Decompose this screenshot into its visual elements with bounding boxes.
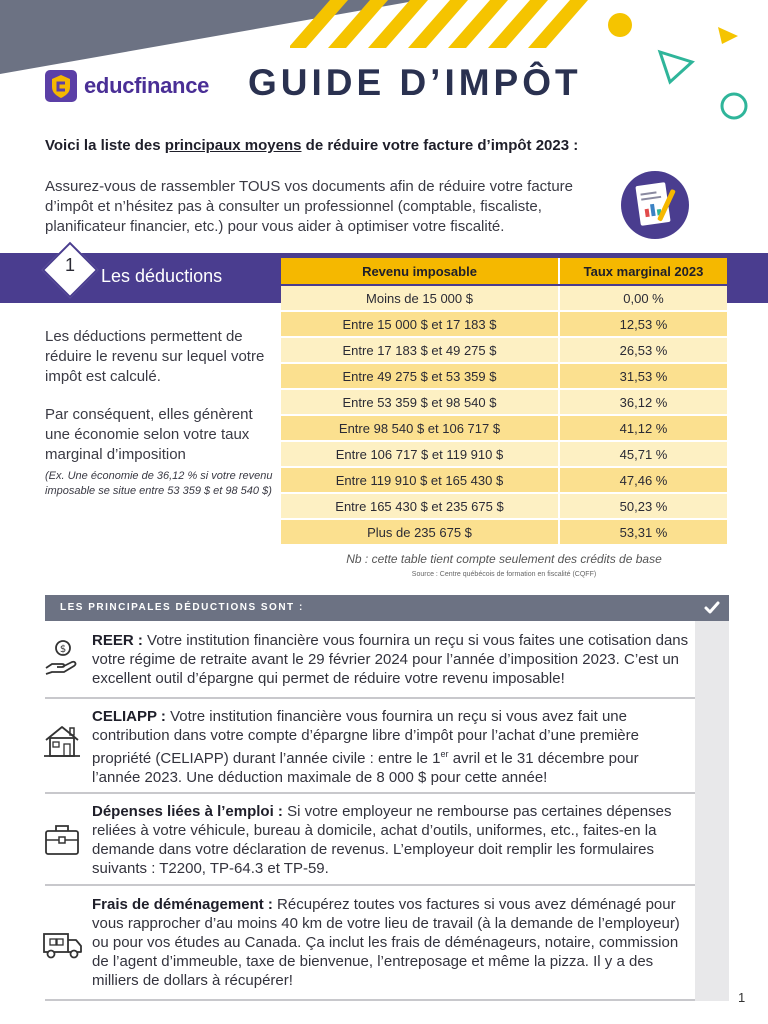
rate-cell: 0,00 % [558, 286, 727, 310]
moving-truck-icon [42, 928, 84, 962]
table-row [281, 312, 727, 336]
table-row [281, 338, 727, 362]
income-cell: Entre 15 000 $ et 17 183 $ [281, 312, 558, 336]
income-cell: Entre 119 910 $ et 165 430 $ [281, 468, 558, 492]
intro-paragraph: Assurez-vous de rassembler TOUS vos documents afin de réduire votre facture d’impôt et n’hésitez pas à consulter un professionnel (comptable, fiscaliste, planificateur financier, etc.) pour vous aider à optimiser votre fiscalité. [45, 178, 574, 235]
section-number: 1 [64, 255, 75, 275]
deduction-text-superscript: er [440, 749, 449, 759]
brand-name: educfinance [84, 73, 210, 98]
educfinance-logo-icon [45, 70, 77, 102]
rate-cell: 53,31 % [558, 520, 727, 544]
deduction-item-employment [92, 802, 689, 878]
deduction-text: Votre institution financière vous fournira un reçu si vous faites une cotisation dans votre régime de retraite avant le 29 février 2024 pour l’année d’imposition 2023. C’est un excellent outil d’épargne qui permet de réduire votre revenu imposable! [92, 632, 689, 687]
rate-cell: 47,46 % [558, 468, 727, 492]
lead-after: de réduire votre facture d’impôt 2023 : [301, 137, 579, 154]
checkbox-column [695, 621, 729, 1001]
checkmark-icon [703, 599, 721, 617]
svg-text:$: $ [59, 644, 67, 655]
deduction-title: REER : [92, 632, 143, 649]
rate-cell: 36,12 % [558, 390, 727, 414]
table-source: Source : Centre québécois de formation en fiscalité (CQFF) [411, 571, 597, 578]
item-divider [45, 999, 695, 1001]
page-title: GUIDE D’IMPÔT [248, 62, 582, 103]
income-cell: Entre 165 430 $ et 235 675 $ [281, 494, 558, 518]
lead-sentence [45, 137, 578, 154]
item-divider [45, 792, 695, 794]
table-row [281, 520, 727, 544]
income-cell: Entre 98 540 $ et 106 717 $ [281, 416, 558, 440]
house-icon [42, 722, 82, 760]
rate-cell: 31,53 % [558, 364, 727, 388]
income-cell: Entre 17 183 $ et 49 275 $ [281, 338, 558, 362]
income-cell: Entre 106 717 $ et 119 910 $ [281, 442, 558, 466]
item-divider [45, 884, 695, 886]
deduction-title: CELIAPP : [92, 708, 166, 725]
deduction-title: Dépenses liées à l’emploi : [92, 803, 283, 820]
rate-cell: 45,71 % [558, 442, 727, 466]
deductions-paragraph-2: Par conséquent, elles génèrent une économie selon votre taux marginal d’imposition [45, 406, 253, 463]
column-header-rate: Taux marginal 2023 [558, 258, 727, 284]
income-cell: Plus de 235 675 $ [281, 520, 558, 544]
income-cell: Entre 49 275 $ et 53 359 $ [281, 364, 558, 388]
table-header-row [281, 258, 727, 284]
deduction-text-cont: avril et le 31 décembre pour l’année 2023. Une déduction maximale de 8 000 $ pour cette année! [92, 750, 639, 786]
table-row [281, 416, 727, 440]
section-title: Les déductions [101, 266, 223, 286]
table-row [281, 442, 727, 466]
deduction-item-moving [92, 895, 689, 990]
deduction-item-reer [92, 631, 689, 688]
item-divider [45, 697, 695, 699]
table-row [281, 468, 727, 492]
tax-document-icon [620, 170, 690, 240]
rate-cell: 41,12 % [558, 416, 727, 440]
deductions-example-note: (Ex. Une économie de 36,12 % si votre revenu imposable se situe entre 53 359 $ et 98 540 $) [45, 470, 273, 497]
deductions-list-title: LES PRINCIPALES DÉDUCTIONS SONT : [60, 602, 304, 613]
table-row [281, 364, 727, 388]
income-cell: Entre 53 359 $ et 98 540 $ [281, 390, 558, 414]
rate-cell: 50,23 % [558, 494, 727, 518]
deduction-text: Votre institution financière vous fournira un reçu si vous avez fait une contribution dans votre compte d’épargne libre d’impôt pour l’achat d’une première propriété (CELIAPP) durant l’année civile : entre le 1 [92, 708, 639, 767]
lead-before: Voici la liste des [45, 137, 165, 154]
deductions-paragraph-1: Les déductions permettent de réduire le revenu sur lequel votre impôt est calculé. [45, 328, 265, 385]
rate-cell: 12,53 % [558, 312, 727, 336]
briefcase-icon [42, 822, 82, 858]
savings-hand-icon [42, 638, 82, 678]
page-number: 1 [738, 990, 746, 1005]
deduction-item-celiapp [92, 707, 689, 787]
deduction-title: Frais de déménagement : [92, 896, 273, 913]
column-header-income: Revenu imposable [281, 258, 558, 284]
deduction-text: Récupérez toutes vos factures si vous avez déménagé pour vous rapprocher d’au moins 40 km de votre lieu de travail (à la demande de l’employeur) ou pour vos études au Canada. Ça inclut les frais de déménageurs, notaire, commission de l’agent d’immeuble, taxe de bienvenue, l’entreposage et même la pizza. Il y a des milliers de dollars à récupérer! [92, 896, 680, 989]
income-cell: Moins de 15 000 $ [281, 286, 558, 310]
table-note: Nb : cette table tient compte seulement des crédits de base [346, 552, 662, 566]
rate-cell: 26,53 % [558, 338, 727, 362]
table-row [281, 494, 727, 518]
table-row [281, 286, 727, 310]
table-row [281, 390, 727, 414]
tax-rate-table [281, 256, 727, 546]
deduction-text: Si votre employeur ne rembourse pas certaines dépenses reliées à votre véhicule, bureau à domicile, achat d’outils, uniformes, etc., faites-en la demande dans votre déclaration de revenus. L’employeur doit remplir les formulaires suivants : T2200, TP-64.3 et TP-59. [92, 803, 672, 877]
lead-underlined: principaux moyens [164, 137, 302, 154]
